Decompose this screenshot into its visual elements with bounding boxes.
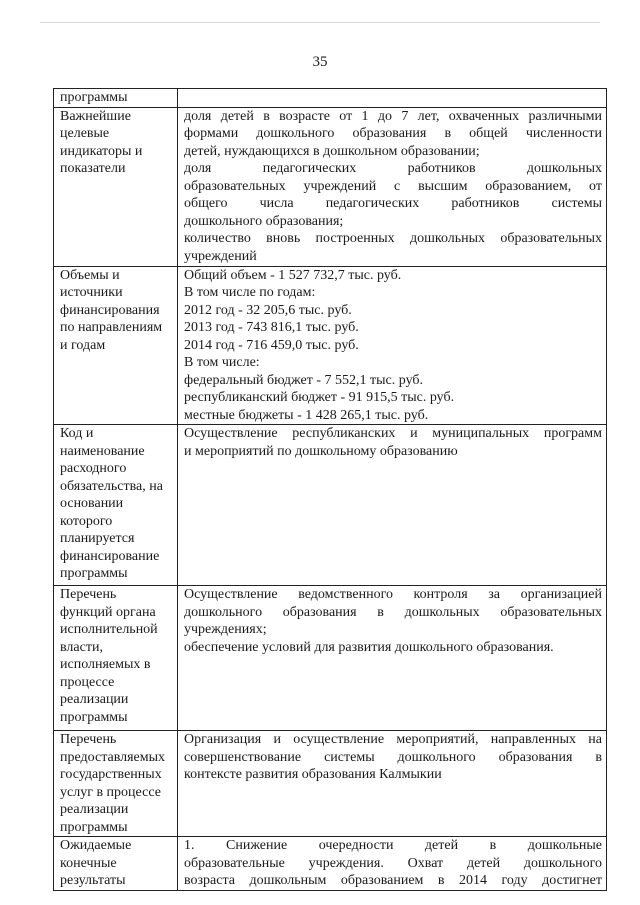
content-line: доля детей в возрасте от 1 до 7 лет, охваченных различными (184, 108, 602, 124)
table-row (54, 731, 607, 837)
label-line: финансирование (60, 548, 160, 564)
label-line: Ожидаемые (60, 838, 132, 853)
label-line: власти, (60, 639, 103, 655)
label-line: Перечень (60, 587, 117, 602)
content-line: Осуществление республиканских и муниципальных программ (184, 426, 602, 441)
label-line: основании (60, 496, 124, 511)
table-row (54, 107, 607, 266)
content-line: контексте развития образования Калмыкии (184, 767, 442, 782)
label-line: программы (60, 566, 128, 581)
content-line: 2012 год - 32 205,6 тыс. руб. (184, 302, 352, 318)
label-line: Важнейшие (60, 108, 131, 124)
row-label-cell (54, 89, 178, 108)
content-line: Общий объем - 1 527 732,7 тыс. руб. (184, 267, 402, 283)
table-row (54, 266, 607, 425)
label-line: исполняемых в (60, 657, 151, 672)
content-line: местные бюджеты - 1 428 265,1 тыс. руб. (184, 407, 429, 423)
table-row (54, 89, 607, 108)
label-line: предоставляемых (60, 749, 166, 765)
label-line: финансирования (60, 302, 160, 318)
content-line: образовательные учреждения. Охват детей дошкольного (184, 855, 602, 871)
content-line: республиканский бюджет - 91 915,5 тыс. руб. (184, 390, 455, 405)
page-number: 35 (312, 54, 328, 70)
content-line: образовательных учреждений с высшим образованием, от (184, 178, 602, 194)
content-line: Организация и осуществление мероприятий, направленных на (184, 732, 602, 747)
label-line: Перечень (60, 732, 117, 747)
label-line: индикаторы и (60, 143, 143, 159)
row-content-cell (178, 837, 607, 891)
table-row (54, 837, 607, 891)
label-line: Объемы и (60, 267, 120, 283)
content-line: дошкольного образования в дошкольных образовательных (184, 604, 602, 620)
content-line: количество вновь построенных дошкольных образовательных (184, 231, 602, 246)
label-line: исполнительной (60, 622, 158, 637)
label-line: и годам (60, 337, 106, 353)
row-label-cell (54, 731, 178, 837)
program-passport-table (53, 88, 607, 891)
content-line: формами дошкольного образования в общей численности (184, 126, 602, 141)
label-line: которого (60, 513, 113, 529)
content-line: В том числе: (184, 355, 260, 370)
content-line: 1. Снижение очередности детей в дошкольные (184, 838, 602, 853)
label-line: целевые (60, 126, 110, 141)
label-line: обязательства, на (60, 478, 163, 494)
label-line: показатели (60, 161, 126, 176)
scan-edge-line (40, 22, 600, 23)
label-line: результаты (60, 873, 126, 888)
content-line: общего числа педагогических работников системы (184, 196, 602, 211)
row-label-cell (54, 107, 178, 266)
label-line: государственных (60, 767, 162, 782)
content-line: федеральный бюджет - 7 552,1 тыс. руб. (184, 372, 424, 388)
row-content-cell (178, 107, 607, 266)
row-content-cell (178, 266, 607, 425)
content-line: обеспечение условий для развития дошкольного образования. (184, 639, 554, 655)
content-line: дошкольного образования; (184, 213, 344, 229)
content-line: учреждений (184, 248, 257, 264)
label-line: программы (60, 819, 128, 835)
content-line: учреждениях; (184, 622, 267, 637)
label-line: программы (60, 709, 128, 725)
row-label-cell (54, 266, 178, 425)
content-line: 2014 год - 716 459,0 тыс. руб. (184, 337, 359, 353)
content-line: В том числе по годам: (184, 285, 316, 300)
label-line: планируется (60, 531, 135, 546)
table-row (54, 586, 607, 731)
content-line: и мероприятий по дошкольному образованию (184, 443, 458, 459)
row-content-cell (178, 731, 607, 837)
content-line: возраста дошкольным образованием в 2014 году достигнет (184, 873, 602, 888)
label-line: услуг в процессе (60, 784, 161, 800)
content-line: совершенствование системы дошкольного образования в (184, 749, 602, 765)
row-label-cell (54, 586, 178, 731)
label-line: реализации (60, 692, 129, 707)
label-line: функций органа (60, 604, 156, 620)
label-line: по направлениям (60, 320, 163, 335)
row-label-cell (54, 425, 178, 586)
table-row (54, 425, 607, 586)
label-line: конечные (60, 855, 117, 871)
content-line: детей, нуждающихся в дошкольном образовании; (184, 143, 480, 159)
row-content-cell (178, 425, 607, 586)
label-line: расходного (60, 461, 127, 476)
label-line: Код и (60, 426, 94, 441)
row-content-cell (178, 586, 607, 731)
row-label-cell (54, 837, 178, 891)
label-line: наименование (60, 443, 145, 459)
content-line: доля педагогических работников дошкольных (184, 161, 602, 176)
row-content-cell (178, 89, 607, 108)
label-line: программы (60, 90, 128, 105)
label-line: процессе (60, 674, 115, 690)
label-line: реализации (60, 802, 129, 817)
content-line: Осуществление ведомственного контроля за организацией (184, 587, 602, 602)
label-line: источники (60, 285, 123, 300)
content-line: 2013 год - 743 816,1 тыс. руб. (184, 320, 359, 335)
